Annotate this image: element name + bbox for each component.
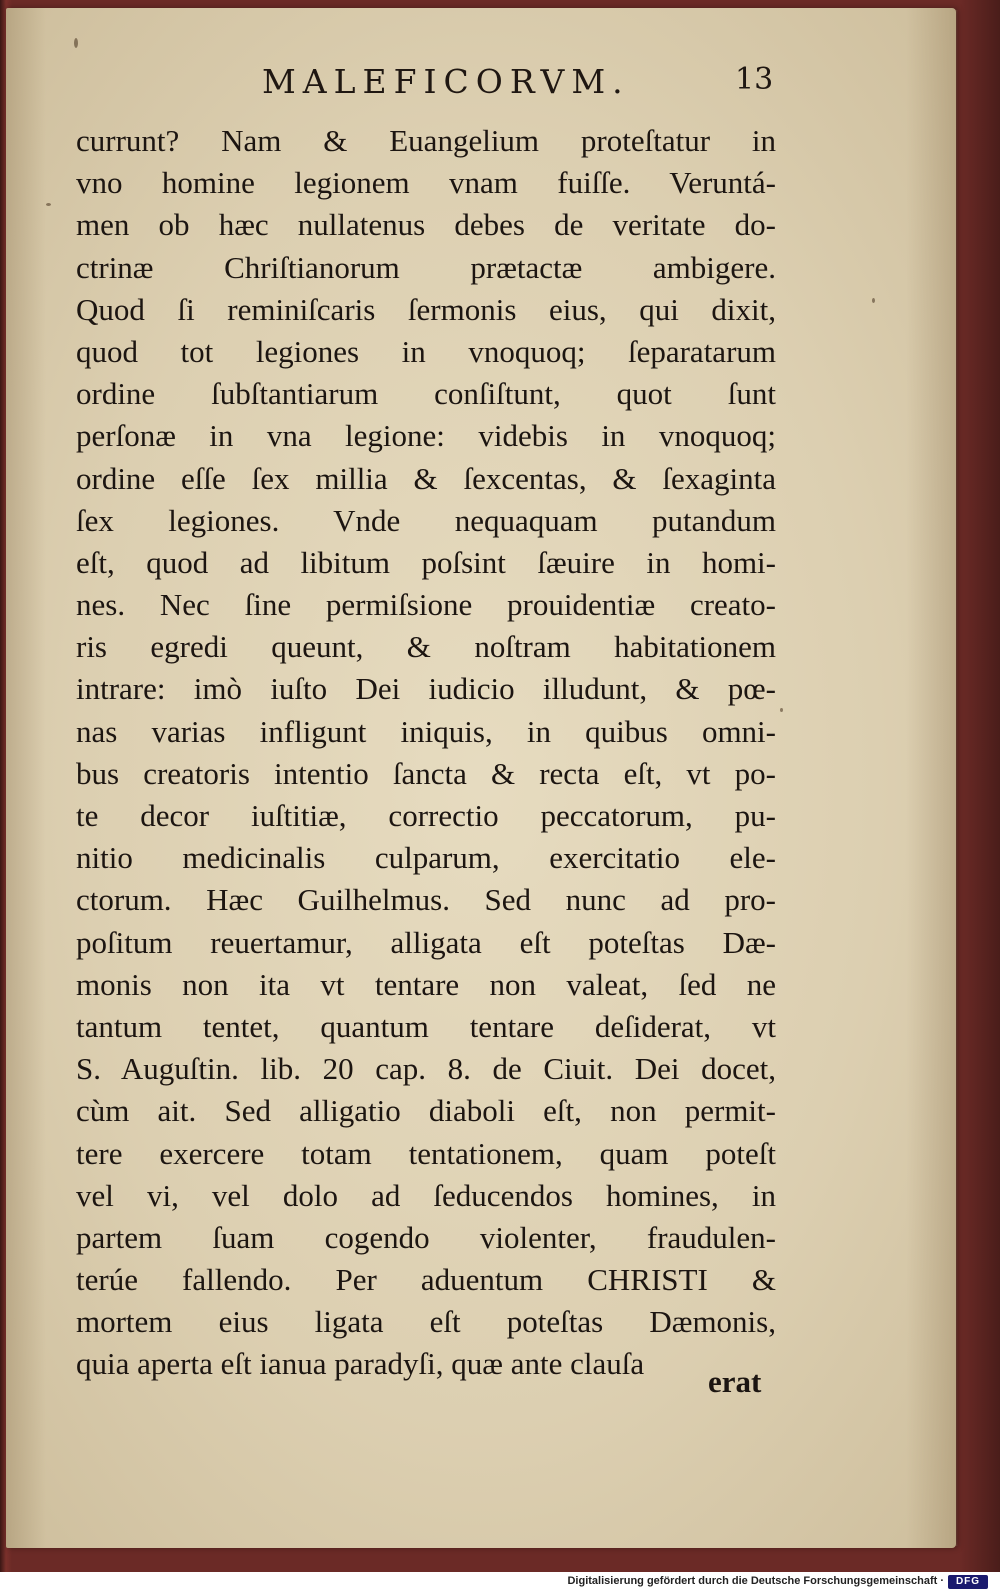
- text-line: currunt? Nam & Euangelium proteſtatur in: [76, 123, 776, 158]
- ink-speck: [872, 298, 875, 303]
- text-line: cùm ait. Sed alligatio diaboli eſt, non permit-: [76, 1093, 776, 1129]
- ink-speck: [46, 203, 51, 206]
- text-line: partem ſuam cogendo violenter, fraudulen-: [76, 1219, 776, 1255]
- text-line: poſitum reuertamur, alligata eſt poteſtas Dæ-: [76, 924, 776, 960]
- text-line: tantum tentet, quantum tentare deſiderat, vt: [76, 1008, 776, 1044]
- text-line: monis non ita vt tentare non valeat, ſed ne: [76, 966, 776, 1002]
- ink-speck: [780, 708, 783, 712]
- text-line: S. Auguſtin. lib. 20 cap. 8. de Ciuit. Dei docet,: [76, 1051, 776, 1087]
- text-line: terúe fallendo. Per aduentum CHRISTI &: [76, 1262, 776, 1298]
- text-line: ordine ſubſtantiarum conſiſtunt, quot ſunt: [76, 376, 776, 412]
- text-line: vno homine legionem vnam fuiſſe. Veruntá-: [76, 165, 776, 201]
- text-line: men ob hæc nullatenus debes de veritate do-: [76, 207, 776, 243]
- running-title: MALEFICORVM.: [262, 62, 630, 101]
- text-line: quia aperta eſt ianua paradyſi, quæ ante clauſa: [76, 1346, 645, 1382]
- text-line: eſt, quod ad libitum poſsint ſæuire in homi-: [76, 544, 776, 580]
- text-line: vel vi, vel dolo ad ſeducendos homines, in: [76, 1177, 776, 1213]
- text-line: nas varias infligunt iniquis, in quibus omni-: [76, 713, 776, 749]
- catchword: erat: [708, 1364, 762, 1399]
- text-line: intrare: imò iuſto Dei iudicio illudunt, & pœ-: [76, 671, 776, 707]
- text-line: nes. Nec ſine permiſsione prouidentiæ creato-: [76, 587, 776, 623]
- text-line: ordine eſſe ſex millia & ſexcentas, & ſexaginta: [76, 460, 776, 496]
- text-line: quod tot legiones in vnoquoq; ſeparatarum: [76, 333, 776, 369]
- funding-credit: Digitalisierung gefördert durch die Deutsche Forschungsgemeinschaft ·: [567, 1575, 944, 1587]
- text-line: ſex legiones. Vnde nequaquam putandum: [76, 502, 776, 538]
- text-line: ctrinæ Chriſtianorum prætactæ ambigere.: [76, 249, 776, 285]
- body-text: [76, 120, 776, 1386]
- footer-bar: [0, 1572, 1000, 1592]
- text-line: perſonæ in vna legione: videbis in vnoquoq;: [76, 418, 776, 454]
- text-line: Quod ſi reminiſcaris ſermonis eius, qui dixit,: [76, 291, 776, 327]
- text-line: mortem eius ligata eſt poteſtas Dæmonis,: [76, 1304, 776, 1340]
- ink-speck: [74, 38, 78, 48]
- dfg-logo: DFG: [948, 1575, 988, 1589]
- text-line: te decor iuſtitiæ, correctio peccatorum, pu-: [76, 798, 776, 833]
- page-header: [0, 58, 956, 118]
- text-line: nitio medicinalis culparum, exercitatio ele-: [76, 840, 776, 876]
- text-line: ris egredi queunt, & noſtram habitationem: [76, 629, 776, 665]
- text-line: bus creatoris intentio ſancta & recta eſt, vt po-: [76, 755, 776, 791]
- text-line: tere exercere totam tentationem, quam poteſt: [76, 1135, 776, 1171]
- page-number: 13: [735, 62, 774, 97]
- text-line: ctorum. Hæc Guilhelmus. Sed nunc ad pro-: [76, 882, 776, 918]
